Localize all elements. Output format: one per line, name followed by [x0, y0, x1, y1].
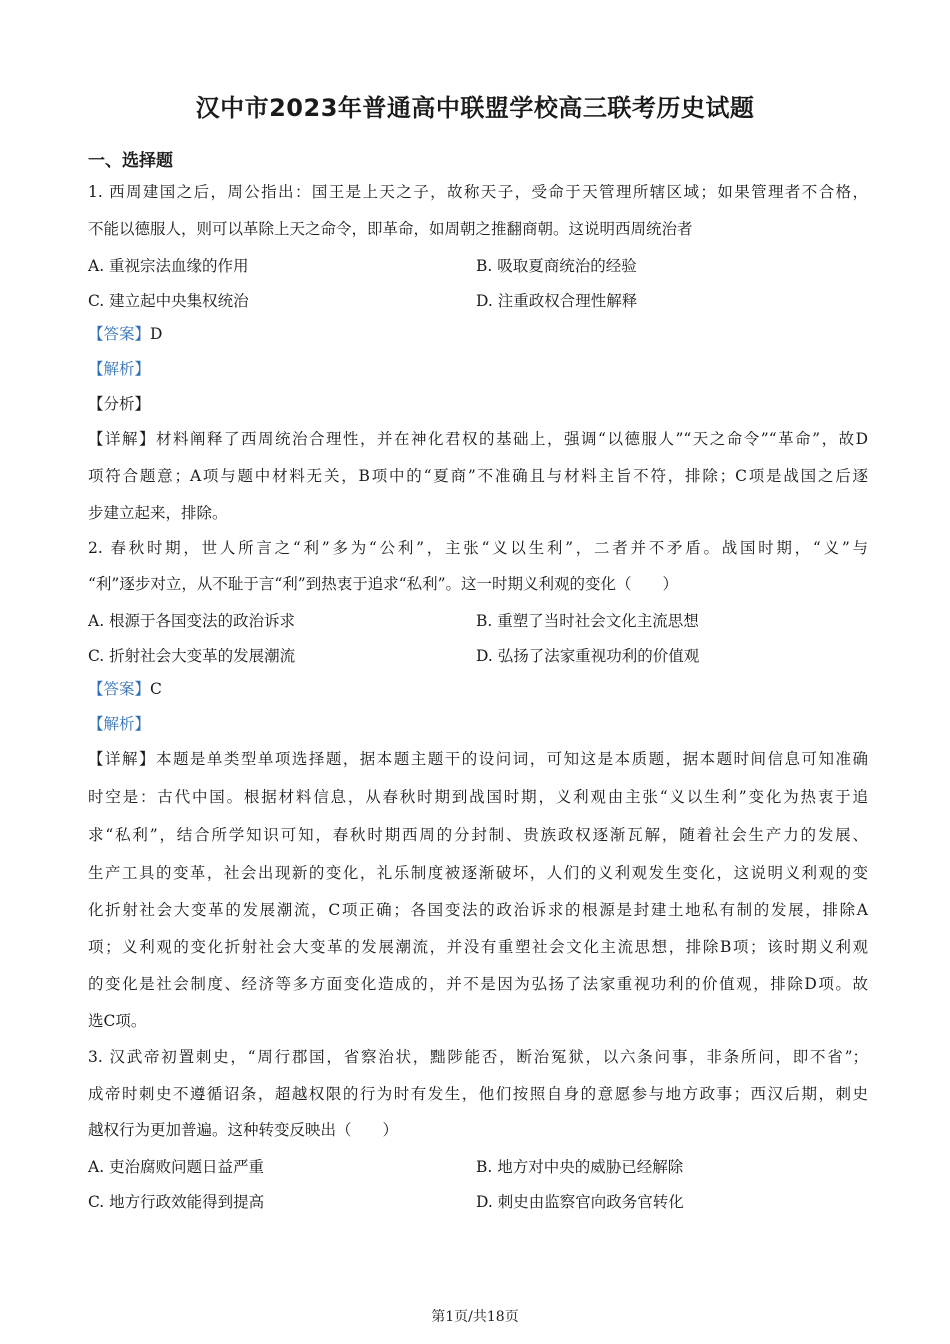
q2-stem-line-1: 2. 春秋时期，世人所言之“利”多为“公利”，主张“义以生利”，二者并不矛盾。战国时期，“义”与 [88, 539, 868, 557]
q1-detail-line-1 [88, 429, 868, 449]
answer-value: C [150, 680, 162, 698]
q2-stem-line-2: “利”逐步对立，从不耻于言“利”到热衷于追求“私利”。这一时期义利观的变化（ ） [88, 575, 679, 593]
q1-option-b: B. 吸取夏商统治的经验 [476, 257, 637, 275]
q1-option-d: D. 注重政权合理性解释 [476, 292, 638, 310]
q2-option-b: B. 重塑了当时社会文化主流思想 [476, 612, 699, 630]
q1-stem-line-1: 1. 西周建国之后，周公指出：国王是上天之子，故称天子，受命于天管理所辖区域；如果管理者不合格， [88, 183, 868, 201]
detail-tag: 【详解】 [88, 750, 156, 768]
q1-detail-line-2: 项符合题意；A项与题中材料无关，B项中的“夏商”不准确且与材料主旨不符，排除；C项是战国之后逐 [88, 467, 868, 485]
q2-detail-line-7: 的变化是社会制度、经济等多方面变化造成的，并不是因为弘扬了法家重视功利的价值观，排除D项。故 [88, 975, 868, 993]
q2-analysis-tag: 【解析】 [88, 715, 151, 733]
answer-tag: 【答案】 [88, 325, 151, 343]
q2-detail-line-1 [88, 749, 868, 769]
q1-option-c: C. 建立起中央集权统治 [88, 292, 249, 310]
q3-option-a: A. 吏治腐败问题日益严重 [88, 1158, 265, 1176]
q1-fenxi-tag: 【分析】 [88, 395, 151, 413]
q2-answer [88, 679, 868, 699]
q3-stem-line-2: 成帝时刺史不遵循诏条，超越权限的行为时有发生，他们按照自身的意愿参与地方政事；西汉后期，刺史 [88, 1085, 868, 1103]
q3-option-c: C. 地方行政效能得到提高 [88, 1193, 265, 1211]
q3-option-d: D. 刺史由监察官向政务官转化 [476, 1193, 684, 1211]
answer-tag: 【答案】 [88, 680, 151, 698]
q2-detail-line-8: 选C项。 [88, 1012, 147, 1030]
q3-stem-line-1: 3. 汉武帝初置刺史，“周行郡国，省察治状，黜陟能否，断治冤狱，以六条问事，非条所问，即不省”； [88, 1048, 868, 1066]
page-title: 汉中市2023年普通高中联盟学校高三联考历史试题 [195, 94, 755, 122]
q1-answer [88, 324, 868, 344]
detail-tag: 【详解】 [88, 430, 157, 448]
q1-stem-line-2: 不能以德服人，则可以革除上天之命令，即革命，如周朝之推翻商朝。这说明西周统治者 [88, 220, 693, 238]
q2-detail-line-3: 求“私利”，结合所学知识可知，春秋时期西周的分封制、贵族政权逐渐瓦解，随着社会生产力的发展、 [88, 826, 868, 844]
q1-option-a: A. 重视宗法血缘的作用 [88, 257, 249, 275]
q2-detail-line-5: 化折射社会大变革的发展潮流，C项正确；各国变法的政治诉求的根源是封建土地私有制的发展，排除A [88, 901, 868, 919]
q2-detail-line-2: 时空是：古代中国。根据材料信息，从春秋时期到战国时期，义利观由主张“义以生利”变化为热衷于追 [88, 788, 868, 806]
page-number: 第1页/共18页 [431, 1309, 519, 1325]
detail-text: 材料阐释了西周统治合理性，并在神化君权的基础上，强调“以德服人”“天之命令”“革命”，故D [156, 430, 868, 448]
q3-stem-line-3: 越权行为更加普遍。这种转变反映出（ ） [88, 1121, 399, 1139]
q2-detail-line-4: 生产工具的变革，社会出现新的变化，礼乐制度被逐渐破坏，人们的义利观发生变化，这说明义利观的变 [88, 864, 868, 882]
q2-option-d: D. 弘扬了法家重视功利的价值观 [476, 647, 700, 665]
q2-option-a: A. 根源于各国变法的政治诉求 [88, 612, 296, 630]
q1-analysis-tag: 【解析】 [88, 360, 151, 378]
answer-value: D [150, 325, 163, 343]
q3-option-b: B. 地方对中央的威胁已经解除 [476, 1158, 684, 1176]
q2-detail-line-6: 项；义利观的变化折射社会大变革的发展潮流，并没有重塑社会文化主流思想，排除B项；该时期义利观 [88, 938, 868, 956]
section-heading: 一、选择题 [88, 151, 173, 171]
detail-text: 本题是单类型单项选择题，据本题主题干的设问词，可知这是本质题，据本题时间信息可知准确 [155, 750, 868, 768]
q1-detail-line-3: 步建立起来，排除。 [88, 504, 228, 522]
q2-option-c: C. 折射社会大变革的发展潮流 [88, 647, 296, 665]
